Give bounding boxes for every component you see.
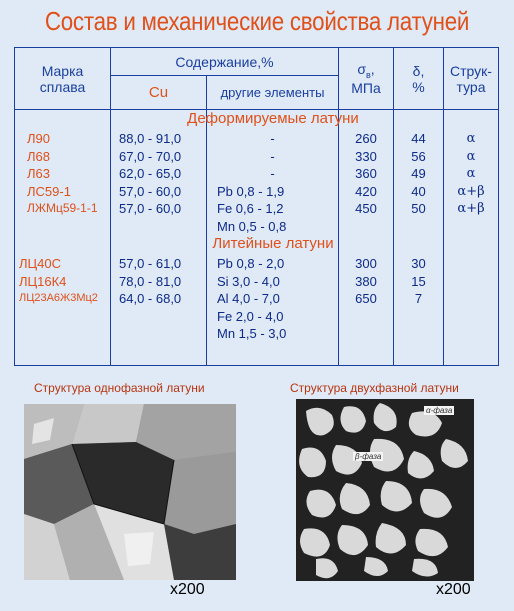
header-strength: $\sigma_в$, МПа (339, 48, 394, 110)
alloy-table (14, 47, 499, 366)
elongation-value: 30 (411, 256, 426, 271)
structure-value: α (466, 131, 476, 146)
cu-range: 67,0 - 70,0 (119, 148, 182, 164)
grade: ЛЖМц59-1-1 (27, 201, 98, 215)
structure-value: α (466, 148, 476, 164)
magnification-left: x200 (170, 581, 205, 598)
grade: ЛЦ16К4 (19, 273, 67, 289)
element-value: - (270, 166, 275, 181)
cu-range: 57,0 - 60,0 (119, 201, 182, 216)
elongation-value: 15 (411, 273, 426, 289)
element-value: Pb 0,8 - 1,9 (217, 183, 285, 199)
elongation-value: 44 (411, 131, 426, 146)
strength-value: 300 (355, 256, 377, 271)
structure-column (444, 110, 499, 366)
element-value: Fe 0,6 - 1,2 (217, 201, 284, 216)
cu-range: 62,0 - 65,0 (119, 166, 182, 181)
header-other: другие элементы (207, 76, 339, 110)
element-value: Pb 0,8 - 2,0 (217, 256, 285, 271)
single-phase-micrograph (24, 404, 236, 580)
strength-value: 330 (355, 148, 377, 164)
grade: Л63 (27, 166, 50, 181)
grade-column (15, 110, 111, 366)
header-grade: Марка сплава (15, 48, 111, 110)
element-value: Fe 2,0 - 4,0 (217, 308, 284, 324)
elongation-value: 50 (411, 201, 426, 216)
grade: Л90 (27, 131, 50, 146)
two-phase-micrograph (296, 399, 474, 581)
header-structure: Струк- тура (444, 48, 499, 110)
alpha-phase-label: α-фаза (426, 406, 453, 415)
cu-range: 64,0 - 68,0 (119, 291, 182, 306)
cu-range: 78,0 - 81,0 (119, 273, 182, 289)
structure-value: α (466, 166, 476, 181)
strength-value: 420 (355, 183, 377, 199)
page-title: Состав и механические свойства латуней (44, 6, 470, 36)
header-cu: Cu (111, 76, 207, 110)
grade: ЛЦ23А6Ж3Мц2 (19, 292, 98, 304)
elongation-value: 56 (411, 148, 426, 164)
cu-range: 88,0 - 91,0 (119, 131, 182, 146)
caption-single-phase: Структура однофазной латуни (34, 381, 205, 395)
grade: ЛЦ40С (19, 256, 61, 271)
strength-value: 260 (355, 131, 377, 146)
elongation-value: 7 (414, 291, 423, 306)
element-value: - (270, 131, 275, 146)
beta-phase-label: β-фаза (355, 452, 382, 461)
grade: Л68 (27, 148, 50, 164)
magnification-right: x200 (436, 581, 471, 598)
element-value: - (270, 148, 275, 164)
grade: ЛС59-1 (27, 183, 71, 199)
strength-value: 360 (355, 166, 377, 181)
structure-value: α+β (457, 183, 485, 199)
strength-value: 450 (355, 201, 377, 216)
structure-value: α+β (457, 201, 485, 216)
section-wrought: Деформируемые латуни (187, 110, 359, 127)
strength-value: 380 (355, 273, 377, 289)
element-value: Si 3,0 - 4,0 (217, 273, 280, 289)
elongation-value: 40 (411, 183, 426, 199)
section-cast: Литейные латуни (212, 235, 334, 252)
cu-range: 57,0 - 60,0 (119, 183, 182, 199)
element-value: Mn 1,5 - 3,0 (217, 326, 287, 341)
element-value: Mn 0,5 - 0,8 (217, 218, 287, 234)
header-content: Содержание,% (111, 48, 339, 76)
elongation-value: 49 (411, 166, 426, 181)
caption-two-phase: Структура двухфазной латуни (290, 381, 459, 395)
strength-value: 650 (355, 291, 377, 306)
element-value: Al 4,0 - 7,0 (217, 291, 280, 306)
header-elongation: δ, % (394, 48, 444, 110)
cu-range: 57,0 - 61,0 (119, 256, 182, 271)
